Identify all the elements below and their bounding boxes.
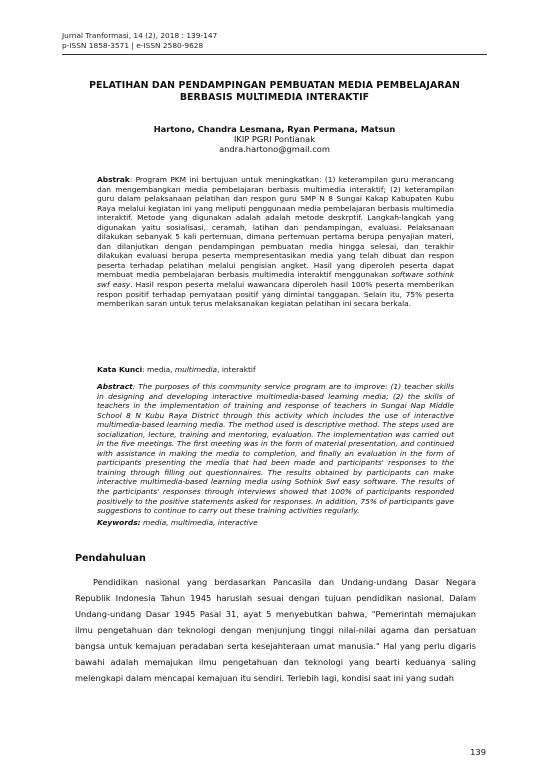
keywords-text-b: , interaktif [217,365,256,374]
journal-citation: Jurnal Tranformasi, 14 (2), 2018 : 139-147 [62,31,218,40]
header-divider [62,54,487,55]
abstract-software-term: software sothink swf easy [97,270,454,290]
paper-title-line-1: PELATIHAN DAN PENDAMPINGAN PEMBUATAN MEDIA PEMBELAJARAN [89,80,460,91]
paper-title-line-2: BERBASIS MULTIMEDIA INTERAKTIF [179,92,370,103]
keywords-label: Kata Kunci [97,365,143,374]
abstract-label: Abstrak [97,175,130,184]
paper-title [62,80,487,104]
keywords-italic-term: multimedia [174,365,218,374]
abstract-en-label: Abstract [97,382,133,391]
author-email: andra.hartono@gmail.com [219,144,330,154]
introduction-paragraph: Pendidikan nasional yang berdasarkan Pancasila dan Undang-undang Dasar Negara Republik Indonesia Tahun 1945 haruslah sesuai dengan tujuan pendidikan nasional. Dalam Undang-undang Dasar 1945 Pasal 31, ayat 5 menyebutkan bahwa, "Pemerintah memajukan ilmu pengetahuan dan teknologi dengan menjunjung tinggi nilai-nilai agama dan persatuan bangsa untuk kemajuan peradaban serta kesejahteraan umat manusia." Hal yang perlu digaris bawahi adalah memajukan ilmu pengetahuan dan teknologi yang bearti keduanya saling melengkapi dalam mencapai kemajuan itu sendiri. Terlebih lagi, kondisi saat ini yang sudah [75,577,476,683]
keywords-en-label: Keywords: [97,518,141,527]
abstract-english [97,382,454,516]
author-affiliation: IKIP PGRI Pontianak [233,134,316,144]
keywords-english [97,518,454,528]
section-heading-introduction: Pendahuluan [75,553,146,564]
abstract-en-text: : The purposes of this community service program are to improve: (1) teacher skills in designing and developing interactive multimedia-based learning media; (2) the skills of teachers in the implementation of training and response of teachers in Sungai Nap Middle School 8 N Kubu Raya District through this activity which includes the use of interactive multimedia-based learning media. The method used is descriptive method. The steps used are socialization, lecture, training and mentoring, evaluation. The implementation was carried out in the five meetings. The first meeting was in the form of material presentation, and continued with assistance in making the media to completion, and finally an evaluation in the form of participants presenting the media that had been made and participants' responses to the training through filling out questionnaires. The results obtained by participants can make interactive multimedia-based learning media using Sothink Swf easy software. The results of the participants' responses through interviews showed that 100% of participants responded positively to the positive statements asked for responses. In addition, 75% of participants gave suggestions to continue to carry out these training activities regularly. [97,382,454,516]
author-block [62,124,487,154]
keywords-indonesian [97,365,454,375]
abstract-indonesian [97,175,454,309]
page-number: 139 [470,747,486,757]
keywords-text-a: : media, [142,365,175,374]
journal-header [62,31,217,51]
keywords-en-text: media, multimedia, interactive [140,518,258,527]
journal-issn: p-ISSN 1858-3571 | e-ISSN 2580-9628 [62,41,204,50]
abstract-text-part-1: : Program PKM ini bertujuan untuk meningkatkan: (1) keterampilan guru merancang dan mengembangkan media pembelajaran berbasis multimedia interaktif; (2) keterampilan guru dalam pelaksanaan pelatihan dan respon guru SMP N 8 Sungai Kakap Kabupaten Kubu Raya melalui kegiatan ini yang meliputi penggunaan media pembelajaran berbasis multimedia interaktif. Metode yang digunakan adalah adalah metode deskrptif. Langkah-langkah yang digunakan yaitu sosialisasi, ceramah, latihan dan pendampingan, evaluasi. Pelaksanaan dilakukan sebanyak 5 kali pertemuan, dimana pertemuan pertama berupa penyajian materi, dan dilanjutkan dengan pendampingan pembuatan media hingga selesai, dan terakhir dilakukan evaluasi berupa peserta mempresentasikan media yang telah dibuat dan respon peserta terhadap pelatihan melalui pengisian angket. Hasil yang diperoleh peserta dapat membuat media pembelajaran berbasis multimedia interaktif menggunakan [97,175,454,280]
author-names: Hartono, Chandra Lesmana, Ryan Permana, Matsun [153,124,396,134]
abstract-text-part-2: . Hasil respon peserta melalui wawancara diperoleh hasil 100% peserta memberikan respon positif terhadap pernyataan positif yang dimintai tanggapan. Selain itu, 75% peserta memberikan saran untuk terus melaksanakan kegiatan pelatihan ini secara berkala. [97,280,454,309]
